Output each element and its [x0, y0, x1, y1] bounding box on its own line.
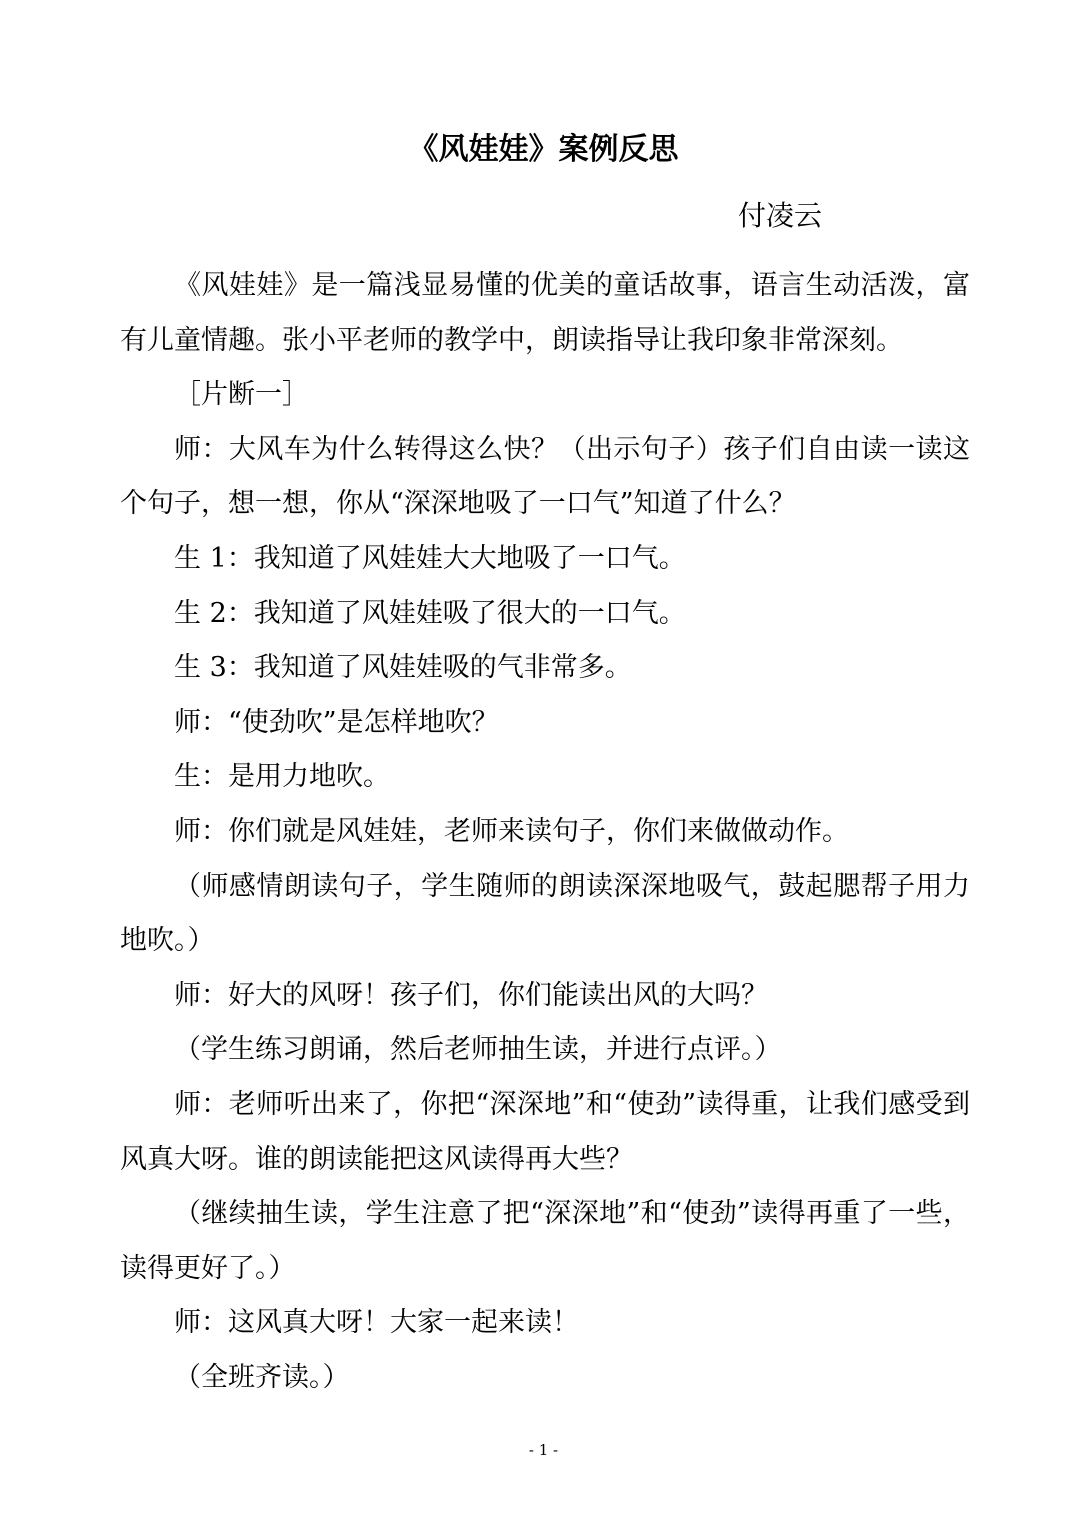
paragraph-stage-direction: （继续抽生读，学生注意了把“深深地”和“使劲”读得再重了一些，读得更好了。）	[120, 1198, 970, 1284]
author-name: 付凌云	[738, 199, 823, 232]
paragraph-dialogue: 师：老师听出来了，你把“深深地”和“使劲”读得重，让我们感受到风真大呀。谁的朗读能把这风读得再大些？	[120, 1088, 970, 1175]
paragraph-dialogue: 生 3：我知道了风娃娃吸的气非常多。	[174, 652, 632, 684]
paragraph-section-heading: ［片断一］	[174, 379, 309, 411]
page-number: - 1 -	[528, 1441, 559, 1459]
document-body	[120, 259, 970, 1405]
paragraph-dialogue: 师：好大的风呀！孩子们，你们能读出风的大吗？	[174, 979, 768, 1011]
paragraph-dialogue: 生 2：我知道了风娃娃吸了很大的一口气。	[174, 597, 686, 629]
paragraph-dialogue: 师：大风车为什么转得这么快？（出示句子）孩子们自由读一读这个句子，想一想，你从“深深地吸了一口气”知道了什么？	[120, 433, 970, 520]
paragraph-intro: 《风娃娃》是一篇浅显易懂的优美的童话故事，语言生动活泼，富有儿童情趣。张小平老师的教学中，朗读指导让我印象非常深刻。	[120, 270, 970, 356]
paragraph-dialogue: 师：“使劲吹”是怎样地吹？	[174, 706, 499, 738]
paragraph-stage-direction: （全班齐读。）	[174, 1361, 350, 1393]
paragraph-dialogue: 生：是用力地吹。	[174, 761, 390, 793]
paragraph-dialogue: 师：这风真大呀！大家一起来读！	[174, 1307, 579, 1339]
paragraph-stage-direction: （师感情朗读句子，学生随师的朗读深深地吸气，鼓起腮帮子用力地吹。）	[120, 870, 970, 957]
document-title: 《风娃娃》案例反思	[408, 132, 679, 167]
paragraph-dialogue: 生 1：我知道了风娃娃大大地吸了一口气。	[174, 542, 686, 574]
paragraph-dialogue: 师：你们就是风娃娃，老师来读句子，你们来做做动作。	[174, 815, 849, 847]
paragraph-stage-direction: （学生练习朗诵，然后老师抽生读，并进行点评。）	[174, 1034, 782, 1066]
